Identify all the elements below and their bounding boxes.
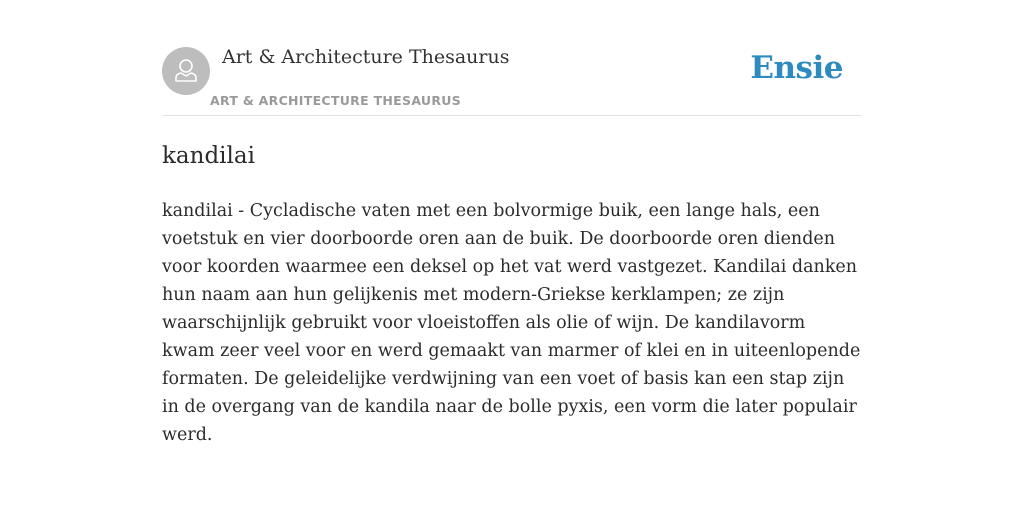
entry-term: kandilai	[162, 143, 255, 169]
brand-logo[interactable]: Ensie	[750, 50, 843, 86]
source-subtitle[interactable]: ART & ARCHITECTURE THESAURUS	[210, 93, 462, 108]
entry-definition: kandilai - Cycladische vaten met een bolvormige buik, een lange hals, een voetstuk en vier doorboorde oren aan de buik. De doorboorde oren dienden voor koorden waarmee een deksel op het vat werd vastgezet. Kandilai danken hun naam aan hun gelijkenis met modern-Griekse kerklampen; ze zijn waarschijnlijk gebruikt voor vloeistoffen als olie of wijn. De kandilavorm kwam zeer veel voor en werd gemaakt van marmer of klei en in uiteenlopende formaten. De geleidelijke verdwijning van een voet of basis kan een stap zijn in de overgang van de kandila naar de bolle pyxis, een vorm die later populair werd.	[162, 201, 861, 445]
user-silhouette-icon	[162, 47, 210, 95]
entry-header	[162, 44, 862, 116]
entry-card	[162, 44, 862, 449]
source-title[interactable]: Art & Architecture Thesaurus	[222, 46, 510, 68]
avatar[interactable]	[162, 47, 210, 95]
